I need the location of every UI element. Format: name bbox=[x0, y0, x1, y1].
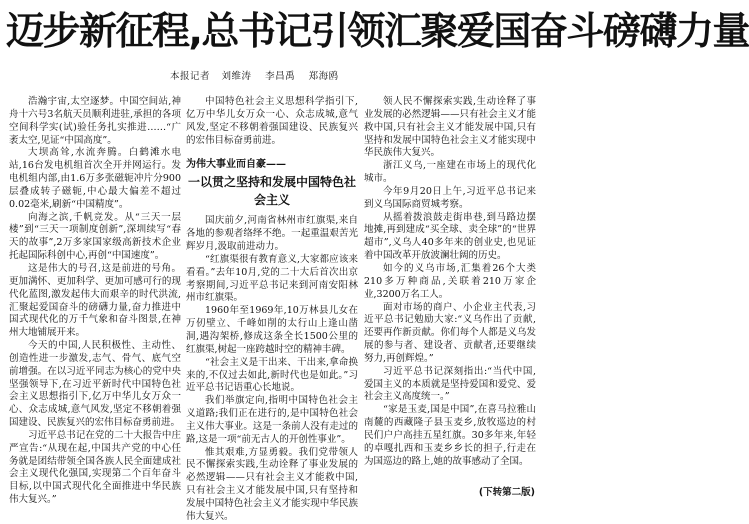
article-column-2 bbox=[186, 96, 358, 522]
paragraph: 浙江义乌,一座建在市场上的现代化城市。 bbox=[364, 160, 536, 185]
byline-name: 郑海鸥 bbox=[308, 71, 339, 82]
paragraph: 大坝高耸,水流奔腾。白鹤滩水电站,16台发电机组首次全开并网运行。发电机组内部,由1.6万多张磁轭冲片分900层叠成转子磁轭,中心最大偏差不超过0.02毫米,刷新“中国精度”。 bbox=[9, 147, 181, 210]
paragraph: 国庆前夕,河南省林州市红旗渠,来自各地的参观者络绎不绝。一起重温艰苦光辉岁月,汲取前进动力。 bbox=[186, 215, 358, 253]
article-column-1 bbox=[9, 96, 181, 506]
paragraph: 从摇着拨浪鼓走街串巷,到马路边摆地摊,再到建成“买全球、卖全球”的“世界超市”,义乌人40多年来的创业史,也见证着中国改革开放波澜壮阔的历史。 bbox=[364, 211, 536, 262]
article-column-3 bbox=[364, 96, 536, 486]
paragraph: “社会主义是干出来、干出来,拿命换来的,不仅过去如此,新时代也是如此。”习近平总书记语重心长地说。 bbox=[186, 356, 358, 394]
paragraph: 习近平总书记深刻指出:“当代中国,爱国主义的本质就是坚持爱国和爱党、爱社会主义高度统一。” bbox=[364, 365, 536, 403]
paragraph: “红旗渠很有教育意义,大家都应该来看看。”去年10月,党的二十大后首次出京考察期间,习近平总书记来到河南安阳林州市红旗渠。 bbox=[186, 253, 358, 304]
paragraph: 中国特色社会主义思想科学指引下,亿万中华儿女万众一心、众志成城,意气风发,坚定不移朝着强国建设、民族复兴的宏伟目标奋勇前进。 bbox=[186, 96, 358, 146]
paragraph: “家是玉麦,国是中国”,在喜马拉雅山南麓的西藏隆子县玉麦乡,放牧巡边的村民们户户高挂五星红旗。30多年来,年轻的卓嘎扎西和玉麦乡乡长的担子,行走在为国巡边的路上,她的故事感动了全国。 bbox=[364, 404, 536, 467]
paragraph: 习近平总书记在党的二十大报告中庄严宣告:“从现在起,中国共产党的中心任务就是团结带领全国各族人民全面建成社会主义现代化强国,实现第二个百年奋斗目标,以中国式现代化全面推进中华民族伟大复兴。” bbox=[9, 429, 181, 506]
subheading-kicker: 为伟大事业而自豪—— bbox=[186, 159, 286, 171]
byline bbox=[170, 70, 470, 84]
paragraph: 领人民不懈探索实践,生动诠释了事业发展的必然逻辑——只有社会主义才能救中国,只有社会主义才能发展中国,只有坚持和发展中国特色社会主义才能实现中华民族伟大复兴。 bbox=[364, 96, 536, 159]
continued-note: (下转第二版) bbox=[478, 487, 535, 498]
paragraph: 惟其艰难,方显勇毅。我们党带领人民不懈探索实践,生动诠释了事业发展的必然逻辑——只有社会主义才能救中国,只有社会主义才能发展中国,只有坚持和发展中国特色社会主义才能实现中华民族伟大复兴。 bbox=[186, 446, 358, 522]
paragraph: 这是伟大的号召,这是前进的号角。更加满怀、更加科学、更加可感可行的现代化蓝图,激发起伟大而艰辛的时代洪流,汇聚起爱国奋斗的磅礴力量,奋力推进中国式现代化的万千气象和奋斗图景,在神州大地铺展开来。 bbox=[9, 262, 181, 339]
paragraph: 今天的中国,人民积极性、主动性、创造性进一步激发,志气、骨气、底气空前增强。在以习近平同志为核心的党中央坚强领导下,在习近平新时代中国特色社会主义思想指引下,亿万中华儿女万众一心、众志成城,意气风发,坚定不移朝着强国建设、民族复兴的宏伟目标奋勇前进。 bbox=[9, 340, 181, 429]
byline-name: 李昌禹 bbox=[265, 71, 296, 82]
paragraph: 如今的义乌市场,汇集着26个大类210多万种商品,关联着210万家企业,3200万名工人。 bbox=[364, 262, 536, 300]
paragraph: 今年9月20日上午,习近平总书记来到义乌国际商贸城考察。 bbox=[364, 185, 536, 210]
section-subheading bbox=[186, 157, 358, 209]
paragraph: 面对市场的商户、小企业主代表,习近平总书记勉励大家:“义乌作出了贡献,还要再作新贡献。你们每个人都是义乌发展的参与者、建设者、贡献者,还要继续努力,再创辉煌。” bbox=[364, 301, 536, 364]
paragraph: 我们举旗定向,指明中国特色社会主义道路;我们正在进行的,是中国特色社会主义伟大事业。这是一条前人没有走过的路,这是一项“前无古人的开创性事业”。 bbox=[186, 395, 358, 445]
subheading-title: 一以贯之坚持和发展中国特色社会主义 bbox=[187, 175, 356, 208]
paragraph: 向海之滨,千帆竞发。从“三天一层楼”到“三天一项制度创新”,深圳续写“春天的故事”,2万多家国家级高新技术企业托起国际科创中心,再创“中国速度”。 bbox=[9, 211, 181, 262]
headline: 迈步新征程,总书记引领汇聚爱国奋斗磅礴力量 bbox=[6, 9, 749, 53]
paragraph: 1960年至1969年,10万林县儿女在万仞壁立、千峰如削的太行山上逢山凿洞,遇沟架桥,修成这条全长1500公里的红旗渠,树起一座跨越时空的精神丰碑。 bbox=[186, 305, 358, 355]
byline-role: 本报记者 bbox=[170, 71, 211, 82]
byline-name: 刘维涛 bbox=[221, 71, 252, 82]
paragraph: 浩瀚宇宙,太空逐梦。中国空间站,神舟十六号3名航天员顺利进驻,承担的各项空间科学实(试)验任务扎实推进……“广袤太空,见证“中国高度”。 bbox=[9, 96, 181, 146]
